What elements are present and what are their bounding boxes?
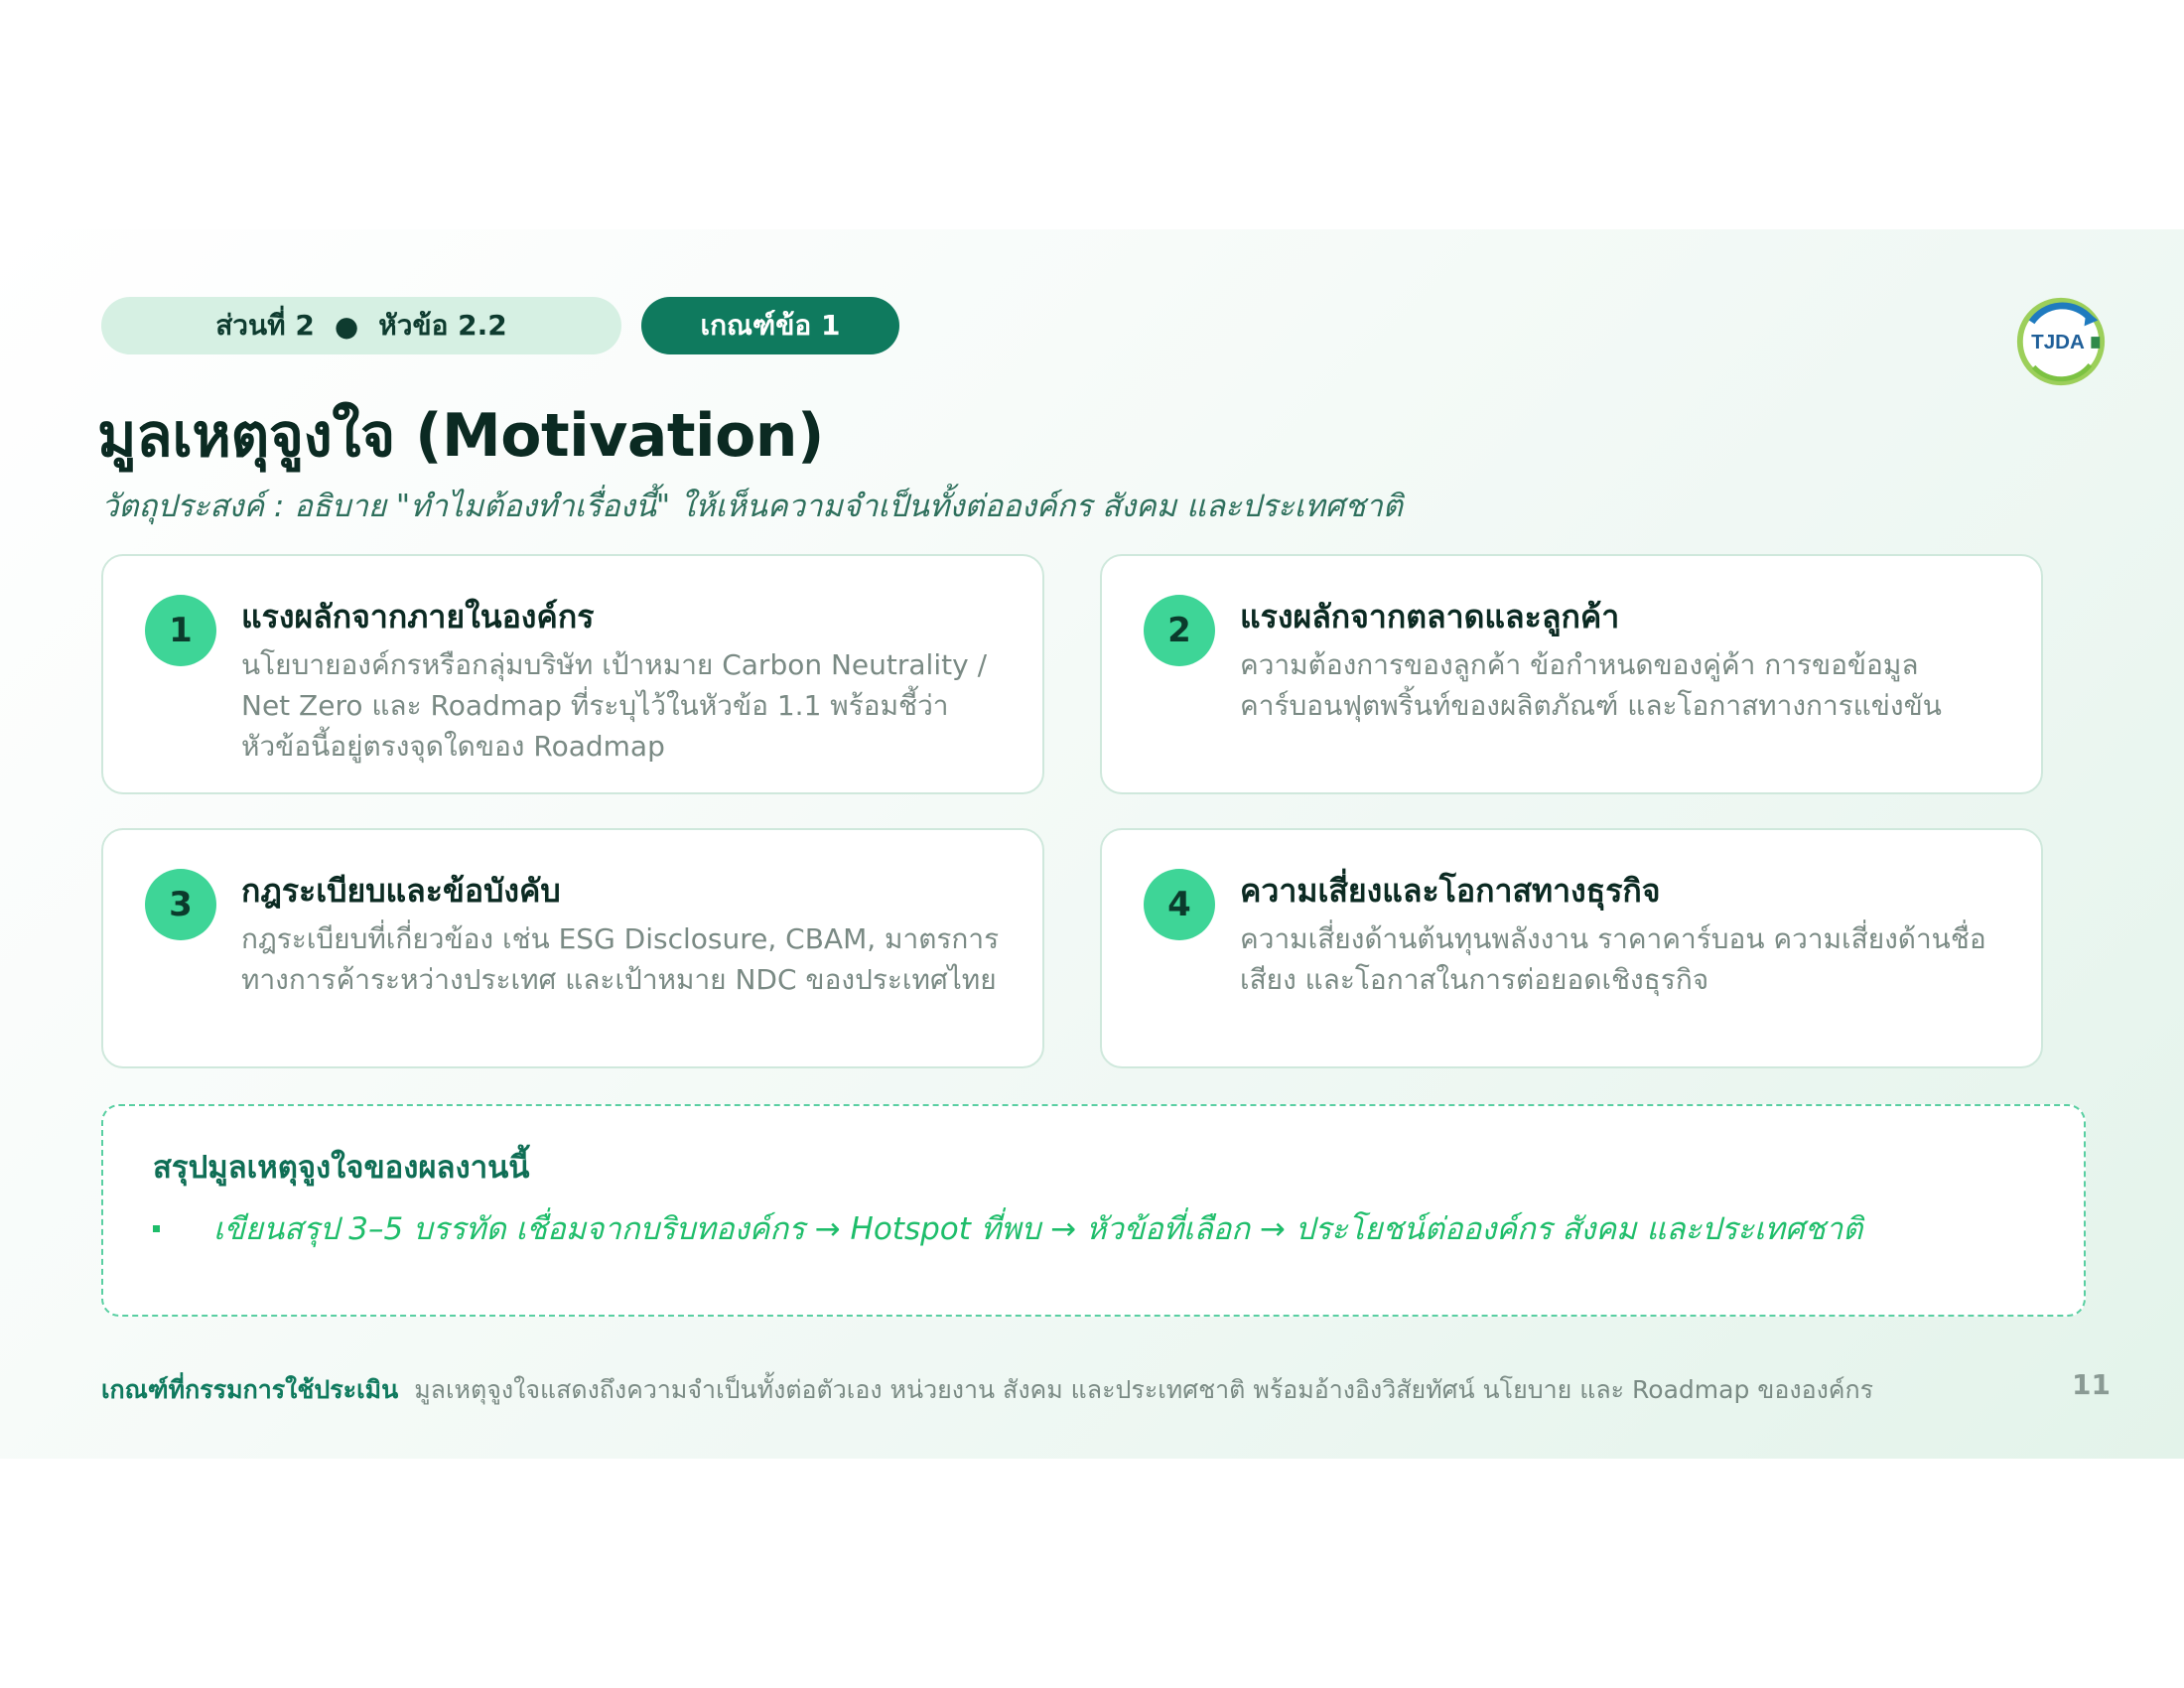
page-number: 11 [2072, 1368, 2111, 1401]
criterion-label: เกณฑ์ข้อ 1 [700, 309, 841, 342]
card-number-badge: 2 [1144, 595, 1215, 666]
summary-title: สรุปมูลเหตุจูงใจของผลงานนี้ [153, 1150, 530, 1186]
card-regulations [101, 828, 1044, 1068]
footer-text: มูลเหตุจูงใจแสดงถึงความจำเป็นทั้งต่อตัวเอง หน่วยงาน สังคม และประเทศชาติ พร้อมอ้างอิงวิสัยทัศน์ นโยบาย และ Roadmap ขององค์กร [414, 1375, 1874, 1404]
card-title: แรงผลักจากตลาดและลูกค้า [1240, 598, 1620, 635]
tjda-logo [2012, 293, 2110, 390]
summary-item-text: เขียนสรุป 3–5 บรรทัด เชื่อมจากบริบทองค์กร → Hotspot ที่พบ → หัวข้อที่เลือก → ประโยชน์ต่อองค์กร สังคม และประเทศชาติ [213, 1211, 1863, 1247]
topic-label: หัวข้อ 2.2 [378, 309, 507, 342]
page-subtitle: วัตถุประสงค์ : อธิบาย "ทำไมต้องทำเรื่องนี้" ให้เห็นความจำเป็นทั้งต่อองค์กร สังคม และประเทศชาติ [101, 489, 1403, 524]
card-body: ความเสี่ยงด้านต้นทุนพลังงาน ราคาคาร์บอน ความเสี่ยงด้านชื่อเสียง และโอกาสในการต่อยอดเชิงธุรกิจ [1240, 922, 1986, 996]
card-title: กฎระเบียบและข้อบังคับ [241, 872, 561, 910]
slide [0, 229, 2184, 1459]
card-number-badge: 3 [145, 869, 216, 940]
card-internal-drivers [101, 554, 1044, 794]
card-body: กฎระเบียบที่เกี่ยวข้อง เช่น ESG Disclosure, CBAM, มาตรการทางการค้าระหว่างประเทศ และเป้าหมาย NDC ของประเทศไทย [241, 922, 1000, 996]
bullet-icon [153, 1225, 160, 1232]
criterion-pill [641, 297, 899, 354]
card-market-drivers [1100, 554, 2043, 794]
summary-box [101, 1104, 2086, 1317]
card-title: แรงผลักจากภายในองค์กร [241, 598, 595, 635]
card-risks-opportunities [1100, 828, 2043, 1068]
section-pill [101, 297, 621, 354]
card-number-badge: 1 [145, 595, 216, 666]
card-number-badge: 4 [1144, 869, 1215, 940]
section-label: ส่วนที่ 2 [215, 309, 315, 342]
separator-dot: ● [334, 309, 359, 343]
page-title: มูลเหตุจูงใจ (Motivation) [97, 401, 824, 471]
logo-text: TJDA [2031, 330, 2085, 353]
card-body: ความต้องการของลูกค้า ข้อกำหนดของคู่ค้า การขอข้อมูลคาร์บอนฟุตพริ้นท์ของผลิตภัณฑ์ และโอกาสทางการแข่งขัน [1240, 648, 1942, 722]
summary-list-item [153, 1203, 1862, 1253]
evaluation-criteria-footer [101, 1370, 2047, 1410]
card-title: ความเสี่ยงและโอกาสทางธุรกิจ [1240, 872, 1661, 910]
card-body: นโยบายองค์กรหรือกลุ่มบริษัท เป้าหมาย Carbon Neutrality / Net Zero และ Roadmap ที่ระบุไว้ในหัวข้อ 1.1 พร้อมชี้ว่าหัวข้อนี้อยู่ตรงจุดใดของ Roadmap [241, 648, 987, 763]
footer-label: เกณฑ์ที่กรรมการใช้ประเมิน [101, 1375, 399, 1404]
